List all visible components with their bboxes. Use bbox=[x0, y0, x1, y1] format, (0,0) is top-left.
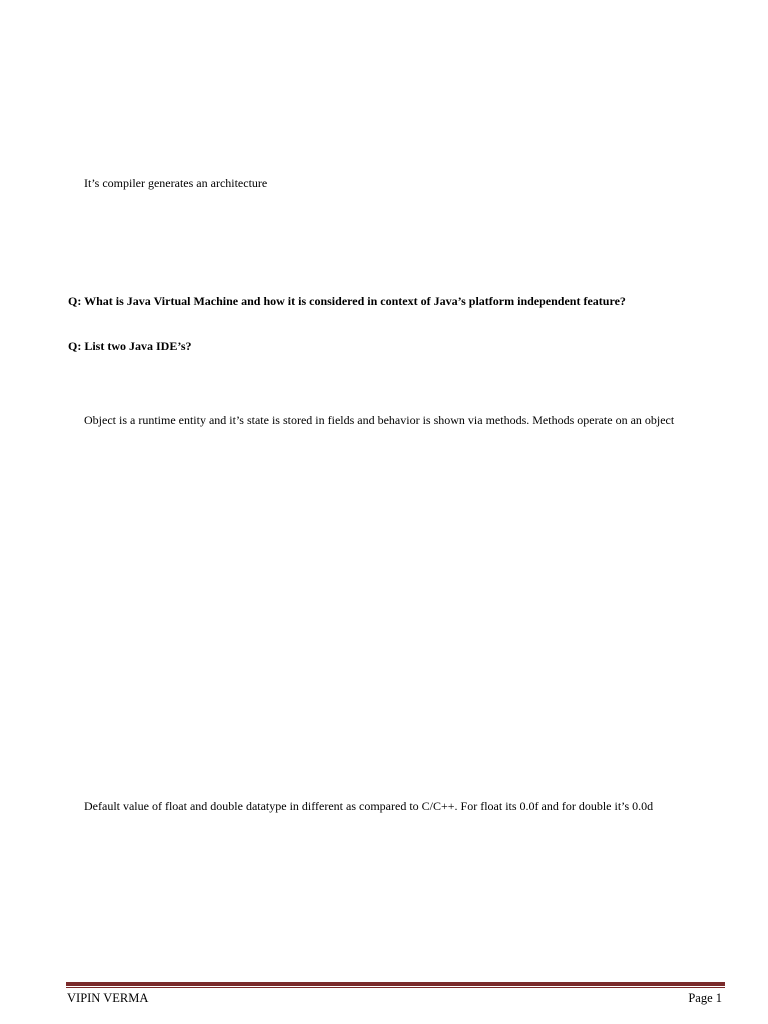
footer-page-number: Page 1 bbox=[688, 991, 722, 1005]
footer-rule-thick bbox=[66, 982, 725, 986]
question-java-ides: Q: List two Java IDE’s? bbox=[68, 339, 192, 353]
answer-text-architecture: It’s compiler generates an architecture bbox=[84, 176, 268, 190]
footer-author: VIPIN VERMA bbox=[67, 991, 149, 1005]
question-jvm: Q: What is Java Virtual Machine and how it is considered in context of Java’s platform independent feature? bbox=[68, 294, 626, 308]
answer-text-default-values: Default value of float and double datatype in different as compared to C/C++. For float its 0.0f and for double it’s 0.0d bbox=[84, 799, 654, 813]
footer-rule-thin bbox=[66, 987, 725, 988]
answer-text-object: Object is a runtime entity and it’s state is stored in fields and behavior is shown via methods. Methods operate on an object bbox=[84, 413, 675, 427]
